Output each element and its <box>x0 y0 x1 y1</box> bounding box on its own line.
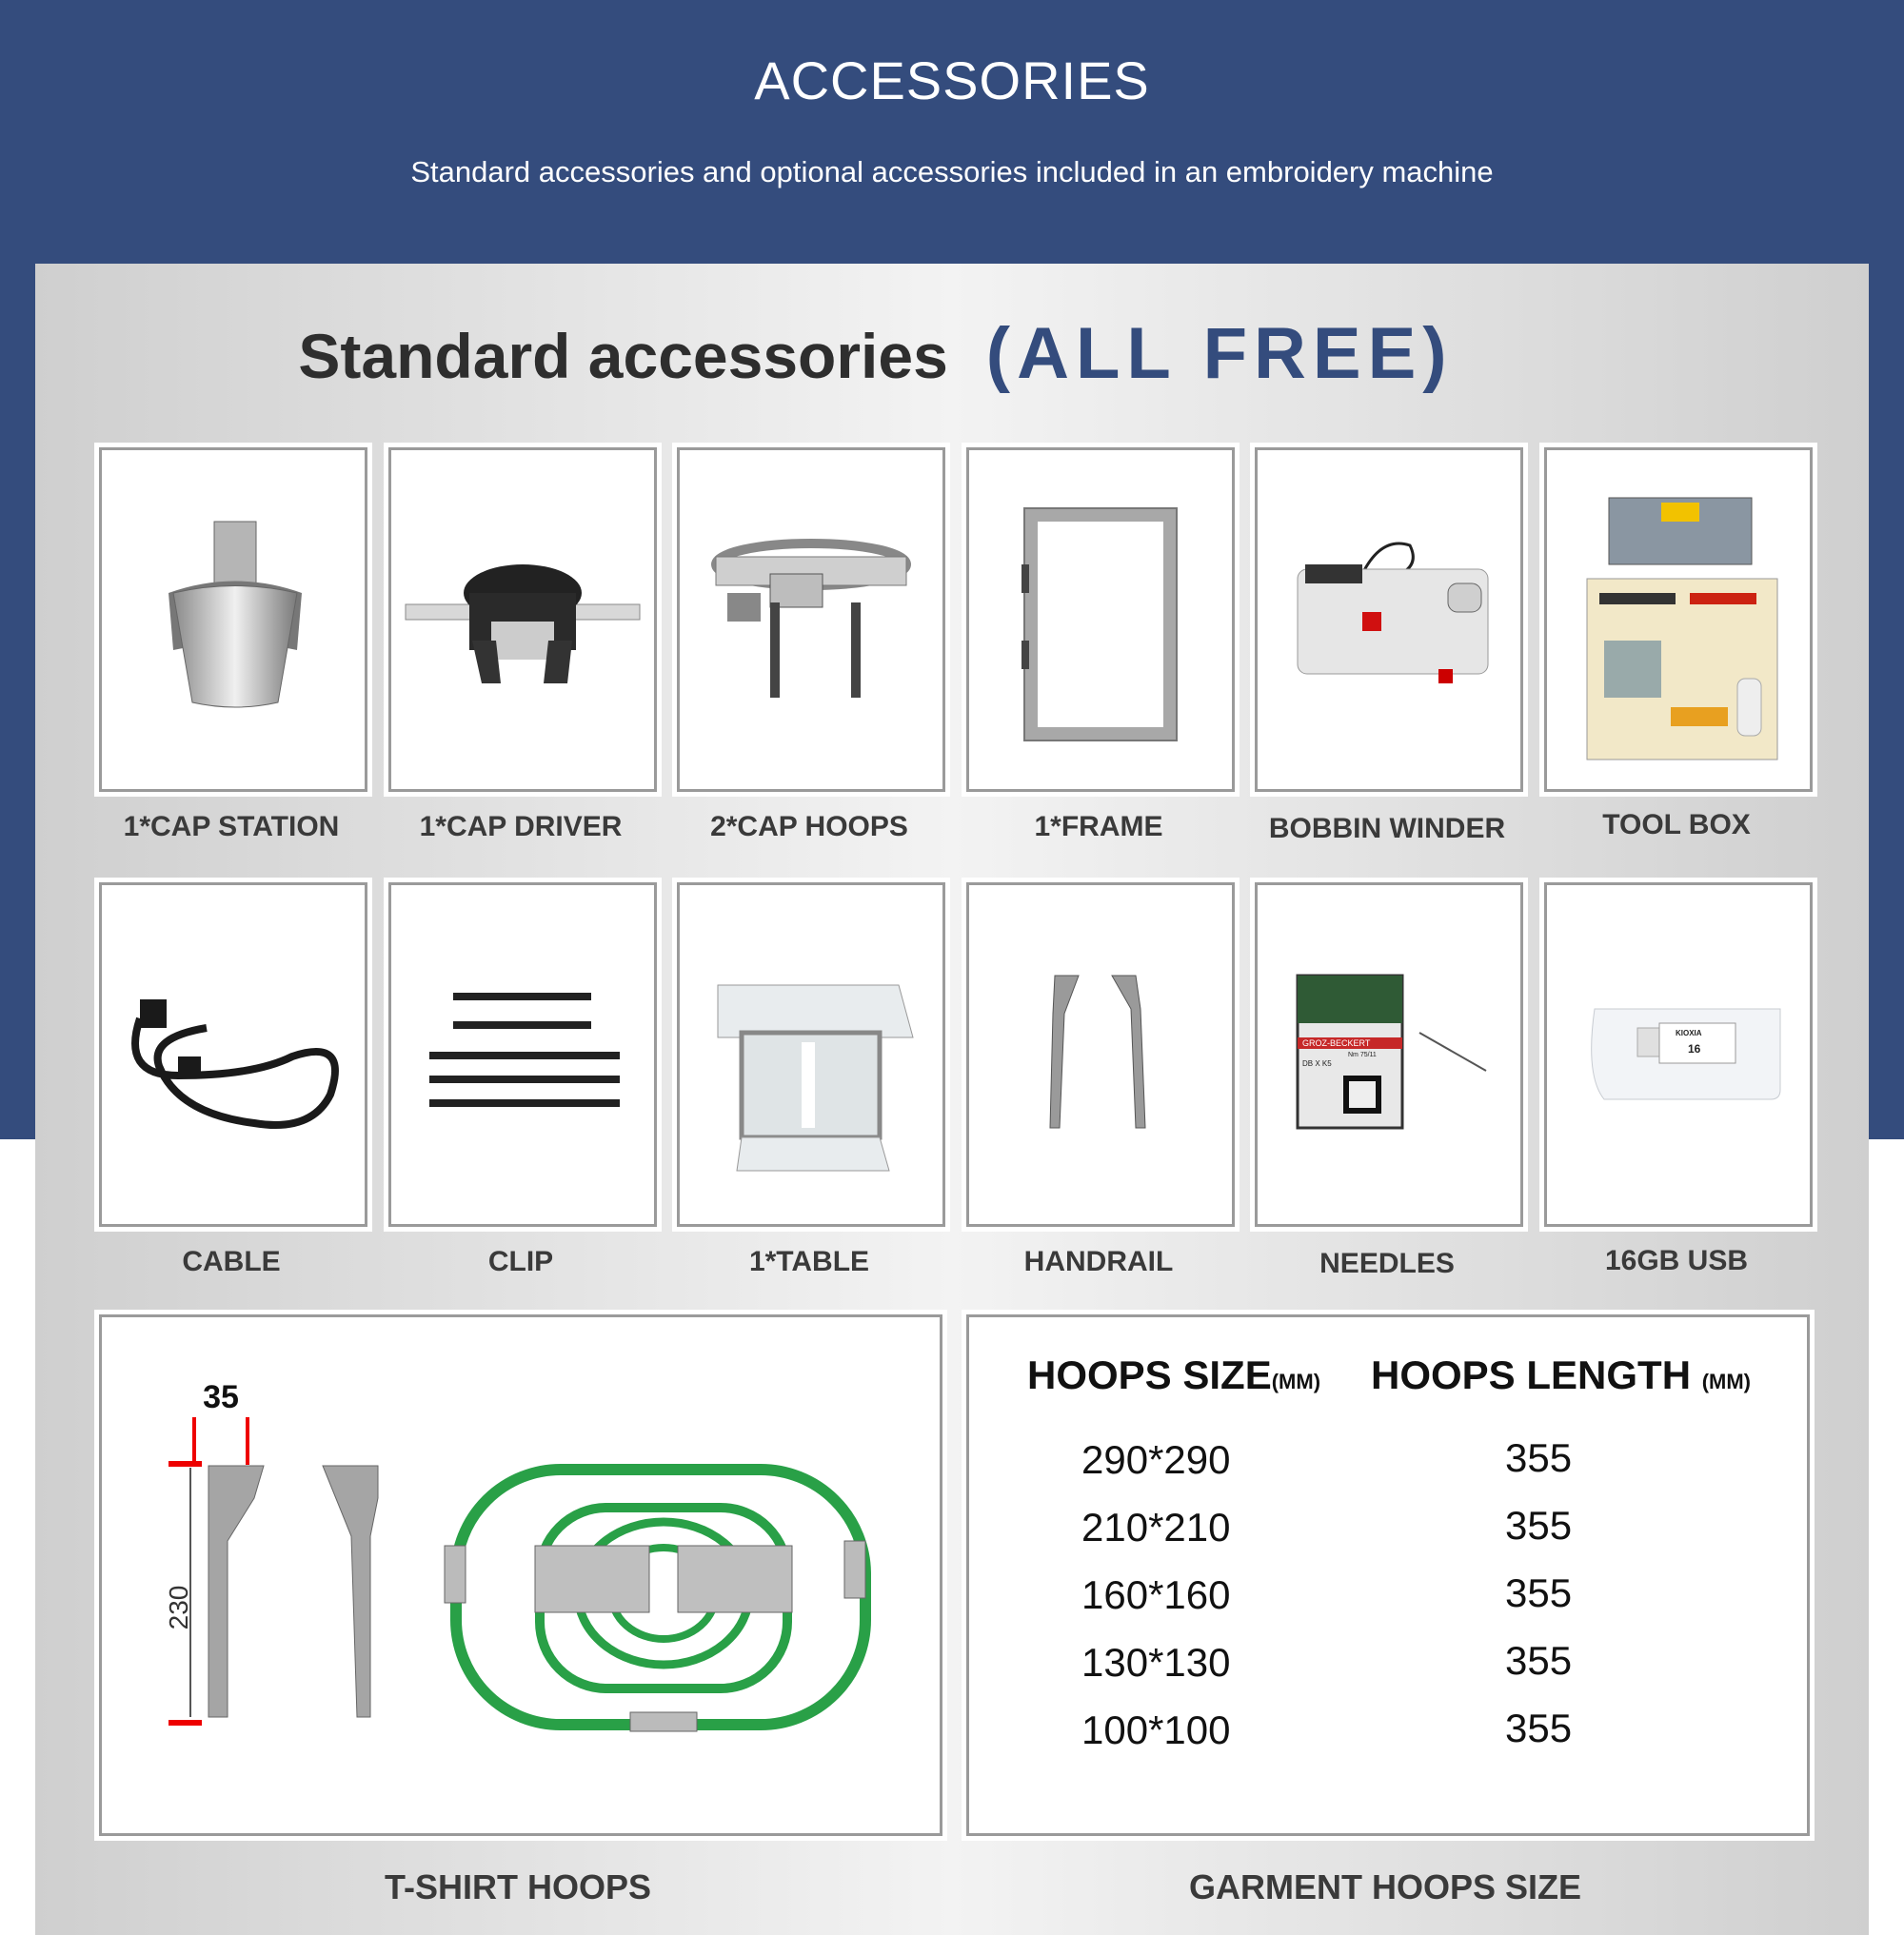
label-tool-box: TOOL BOX <box>1602 809 1751 840</box>
section-title <box>0 312 1904 395</box>
table-row-size: 290*290 <box>1081 1437 1231 1482</box>
label-tshirt-hoops: T-SHIRT HOOPS <box>384 1867 652 1906</box>
card-cap-station <box>99 447 367 792</box>
table-row-length: 355 <box>1505 1706 1573 1750</box>
col-header-length <box>1371 1353 1751 1398</box>
col-header-length-unit: (MM) <box>1701 1370 1752 1393</box>
section-title-text: Standard accessories <box>298 321 948 391</box>
card-clip <box>388 882 657 1227</box>
col-header-size-text: HOOPS SIZE <box>1027 1353 1272 1397</box>
label-bobbin-winder: BOBBIN WINDER <box>1268 813 1506 844</box>
card-cable <box>99 882 367 1227</box>
label-cap-station: 1*CAP STATION <box>123 811 340 842</box>
table-row-length: 355 <box>1505 1503 1573 1548</box>
dim-width-label: 35 <box>203 1379 239 1415</box>
dim-height-label: 230 <box>164 1585 193 1630</box>
card-cap-hoops <box>677 447 945 792</box>
needle-code: DB X K5 <box>1302 1059 1332 1068</box>
label-frame: 1*FRAME <box>1034 811 1163 842</box>
tool-box-image <box>1547 450 1810 789</box>
label-table: 1*TABLE <box>748 1246 870 1277</box>
card-usb <box>1544 882 1813 1227</box>
table-row-length: 355 <box>1505 1638 1573 1683</box>
card-cap-driver <box>388 447 657 792</box>
table-row-size: 130*130 <box>1081 1640 1231 1685</box>
table-row-size: 100*100 <box>1081 1708 1231 1752</box>
usb-image <box>1547 885 1810 1224</box>
card-bobbin-winder <box>1255 447 1523 792</box>
frame-image <box>969 450 1232 789</box>
label-usb: 16GB USB <box>1604 1245 1749 1276</box>
label-needles: NEEDLES <box>1319 1248 1455 1279</box>
table-row-size: 210*210 <box>1081 1505 1231 1550</box>
usb-capacity: 16 <box>1688 1042 1701 1056</box>
table-row-length: 355 <box>1505 1570 1573 1615</box>
card-tshirt-hoops <box>99 1314 942 1836</box>
cap-driver-image <box>391 450 654 789</box>
clip-image <box>391 885 654 1224</box>
needles-image <box>1258 885 1520 1224</box>
card-hoops-table <box>966 1314 1810 1836</box>
cap-hoops-image <box>680 450 942 789</box>
free-tag: (ALL FREE) <box>985 313 1454 394</box>
table-image <box>680 885 942 1224</box>
card-handrail <box>966 882 1235 1227</box>
col-header-size-unit: (MM) <box>1271 1370 1321 1393</box>
page-title: ACCESSORIES <box>754 50 1150 110</box>
label-cable: CABLE <box>182 1246 281 1277</box>
label-handrail: HANDRAIL <box>1023 1246 1174 1277</box>
label-clip: CLIP <box>487 1246 554 1277</box>
table-row-length: 355 <box>1505 1435 1573 1480</box>
usb-brand: KIOXIA <box>1676 1029 1702 1037</box>
bobbin-winder-image <box>1258 450 1520 789</box>
label-cap-driver: 1*CAP DRIVER <box>419 811 623 842</box>
needle-size: Nm 75/11 <box>1348 1052 1377 1058</box>
card-table <box>677 882 945 1227</box>
col-header-size <box>1027 1353 1320 1398</box>
label-cap-hoops: 2*CAP HOOPS <box>710 811 908 842</box>
table-row-size: 160*160 <box>1081 1572 1231 1617</box>
handrail-image <box>969 885 1232 1224</box>
card-needles <box>1255 882 1523 1227</box>
tshirt-hoops-image <box>102 1317 940 1833</box>
cap-station-image <box>102 450 365 789</box>
col-header-length-text: HOOPS LENGTH <box>1371 1353 1692 1397</box>
cable-image <box>102 885 365 1224</box>
page-subtitle: Standard accessories and optional accessories included in an embroidery machine <box>410 155 1494 188</box>
card-tool-box <box>1544 447 1813 792</box>
card-frame <box>966 447 1235 792</box>
needle-brand: GROZ-BECKERT <box>1302 1038 1371 1048</box>
label-hoops-table: GARMENT HOOPS SIZE <box>1188 1867 1582 1906</box>
